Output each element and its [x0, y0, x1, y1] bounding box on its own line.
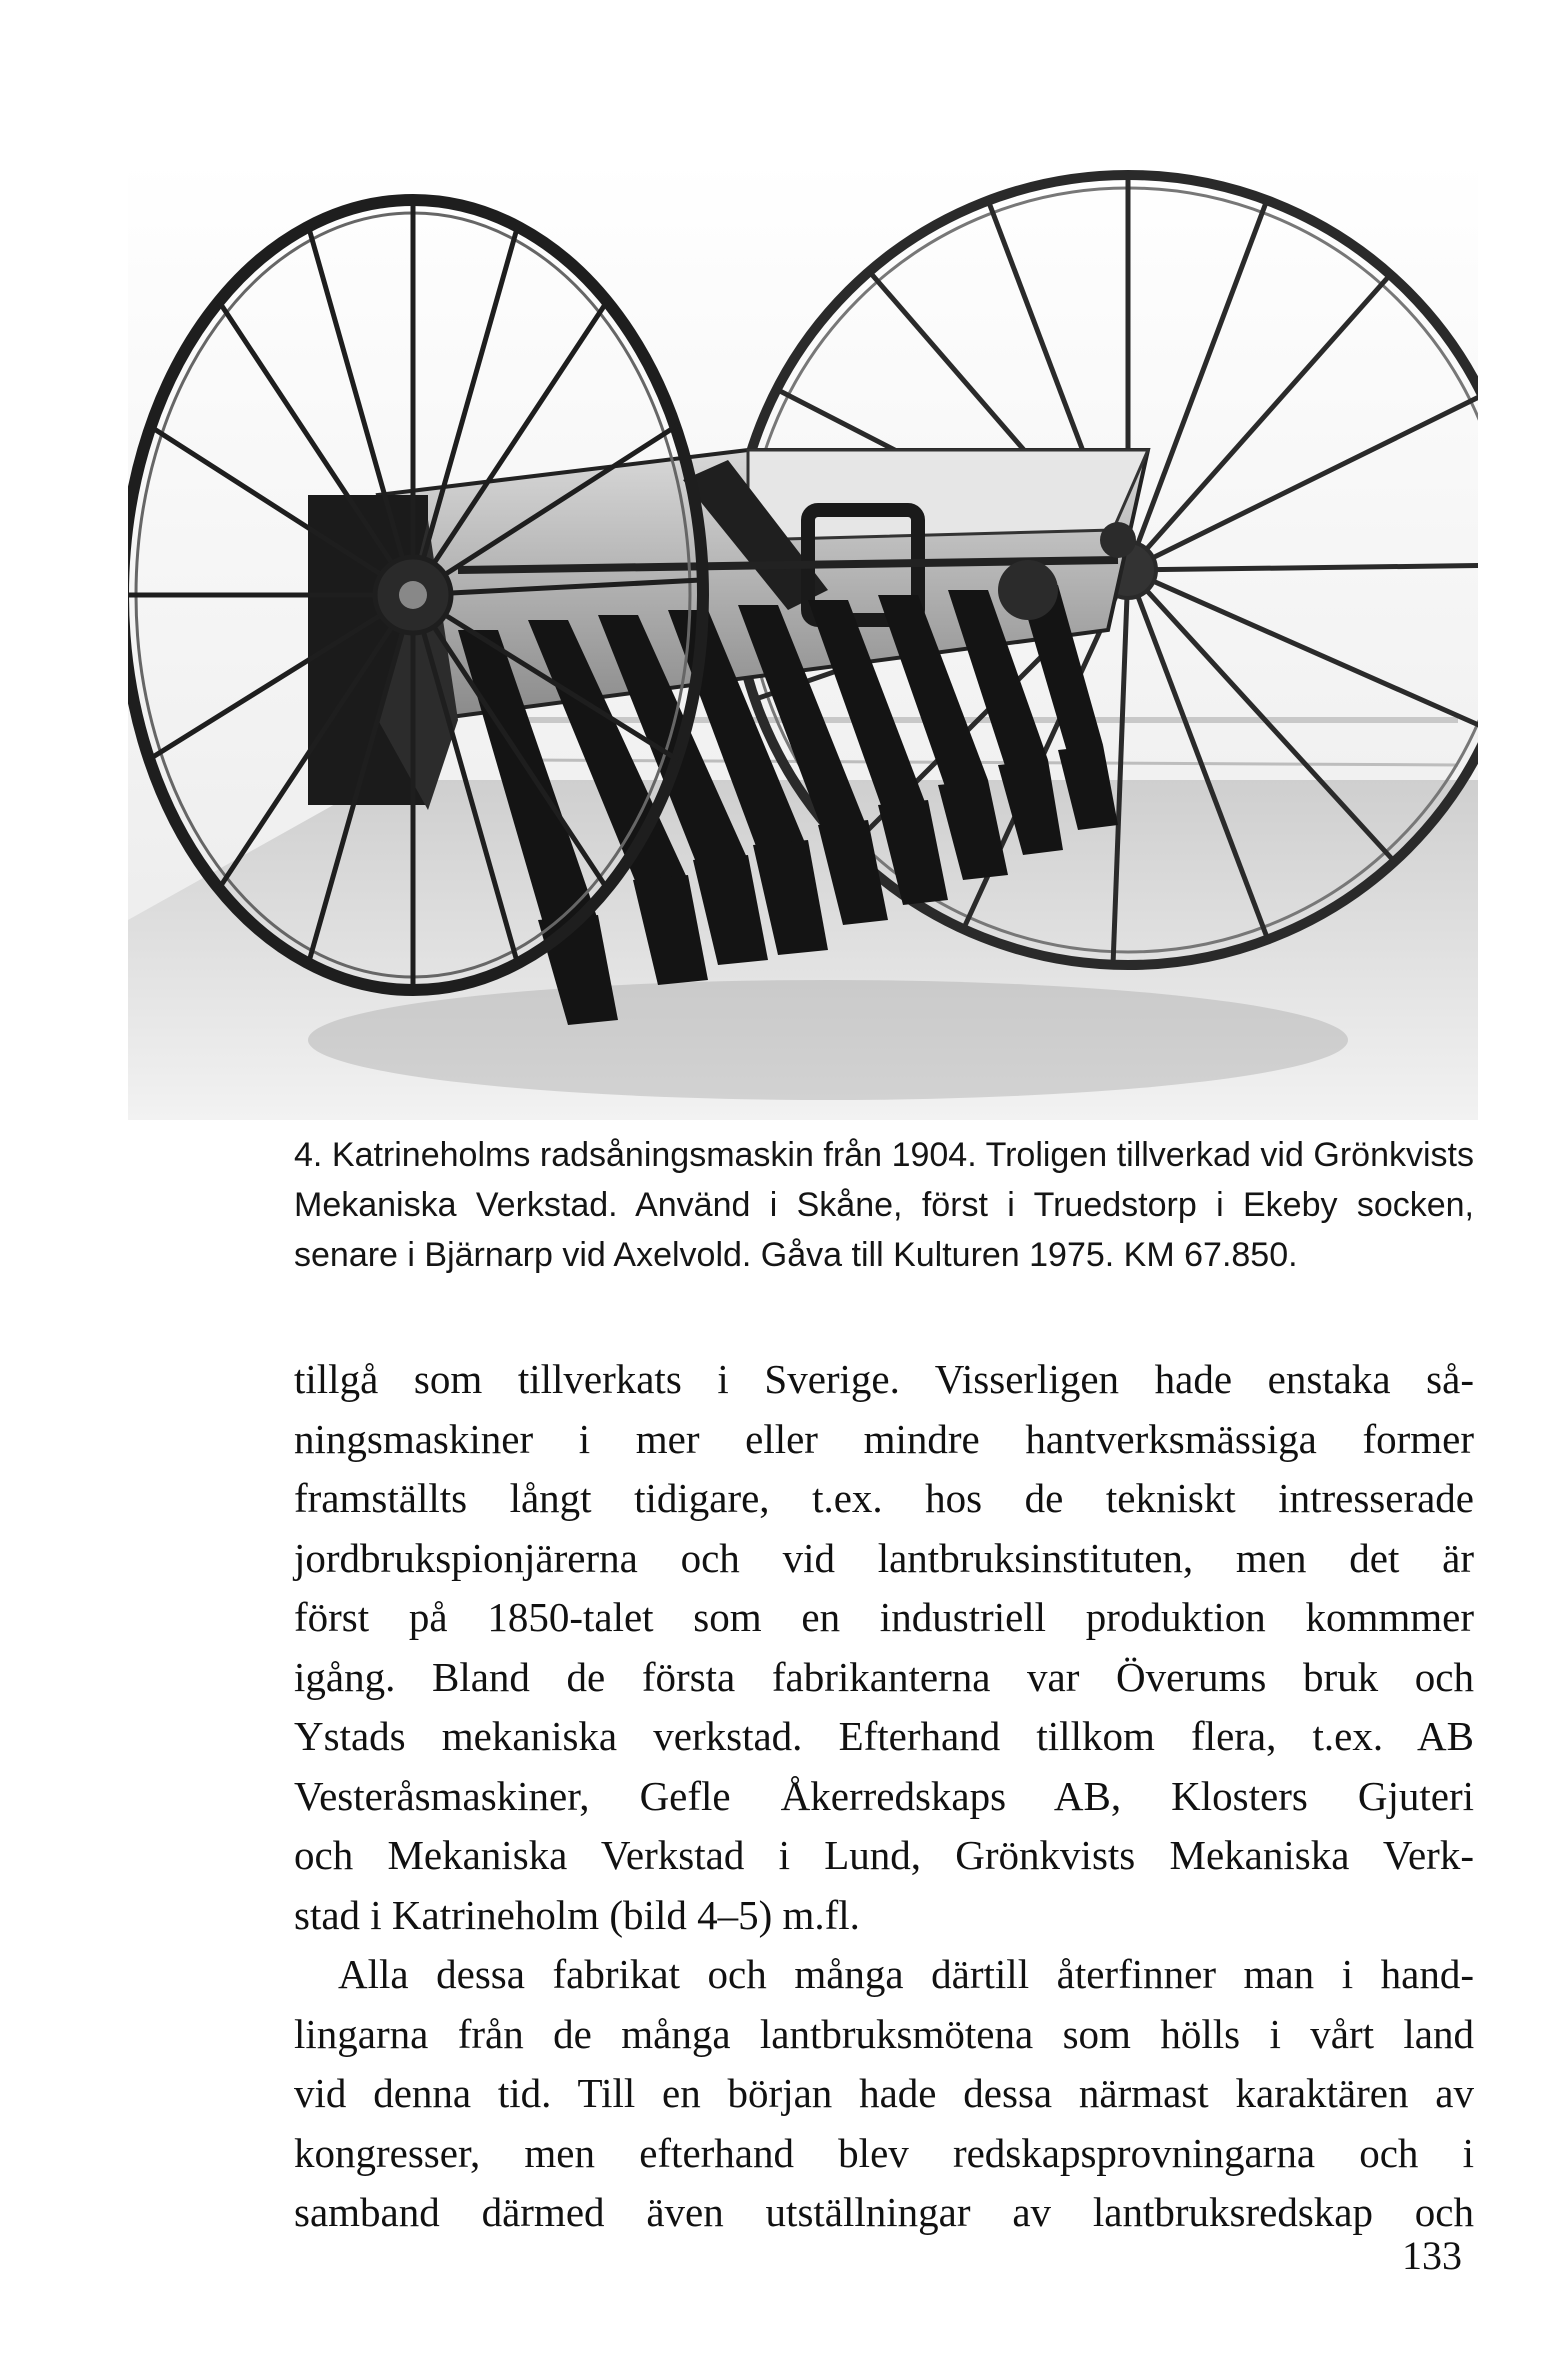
caption-line: senare i Bjärnarp vid Axelvold. Gåva till Kulturen 1975. KM 67.850. [294, 1236, 1298, 1274]
figure-caption [294, 1130, 1474, 1280]
text-line: samband därmed även utställningar av lantbruksredskap och [294, 2189, 1474, 2235]
page-number: 133 [1402, 2233, 1462, 2278]
text-line: Alla dessa fabrikat och många därtill återfinner man i hand- [338, 1951, 1474, 1997]
caption-line: Mekaniska Verkstad. Använd i Skåne, först i Truedstorp i Ekeby socken, [294, 1186, 1474, 1224]
text-line: Vesteråsmaskiner, Gefle Åkerredskaps AB, Klosters Gjuteri [294, 1772, 1474, 1819]
paragraph [294, 1945, 1474, 2243]
caption-line: 4. Katrineholms radsåningsmaskin från 1904. Troligen tillverkad vid Grönkvists [294, 1136, 1474, 1174]
text-line: och Mekaniska Verkstad i Lund, Grönkvists Mekaniska Verk- [294, 1832, 1474, 1878]
text-line: framställts långt tidigare, t.ex. hos de tekniskt intresserade [294, 1475, 1474, 1521]
text-line: igång. Bland de första fabrikanterna var Överums bruk och [294, 1653, 1474, 1700]
paragraph [294, 1350, 1474, 1945]
text-line: först på 1850-talet som en industriell produktion kommmer [294, 1594, 1474, 1640]
text-line: ningsmaskiner i mer eller mindre hantverksmässiga former [294, 1415, 1474, 1462]
text-line: jordbrukspionjärerna och vid lantbruksinstituten, men det är [294, 1534, 1474, 1581]
body-text [294, 1350, 1474, 2243]
text-line: Ystads mekaniska verkstad. Efterhand tillkom flera, t.ex. AB [294, 1713, 1474, 1759]
text-line: lingarna från de många lantbruksmötena som hölls i vårt land [294, 2010, 1474, 2057]
text-line: stad i Katrineholm (bild 4–5) m.fl. [294, 1891, 860, 1938]
text-line: tillgå som tillverkats i Sverige. Visserligen hade enstaka så- [294, 1356, 1474, 1402]
text-line: kongresser, men efterhand blev redskapsprovningarna och i [294, 2129, 1474, 2176]
seed-drill-photo [128, 160, 1478, 1120]
text-line: vid denna tid. Till en början hade dessa närmast karaktären av [294, 2070, 1474, 2116]
